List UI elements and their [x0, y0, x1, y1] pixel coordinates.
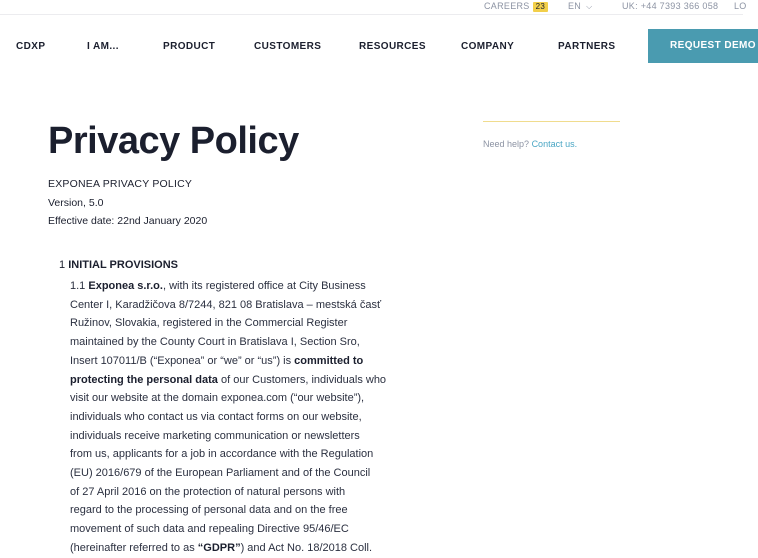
sidebar-divider: [483, 121, 620, 122]
text-fragment: , with its registered office at City Business: [162, 280, 366, 292]
text-line: [70, 277, 400, 296]
main-nav: [0, 29, 756, 65]
text-line: (EU) 2016/679 of the European Parliament and of the Council: [70, 467, 371, 480]
chevron-down-icon: ⌵: [586, 2, 593, 11]
section-number: 1: [59, 259, 66, 271]
policy-version: Version, 5.0: [48, 197, 104, 209]
bold-fragment: committed to: [294, 354, 364, 367]
policy-subtitle: EXPONEA PRIVACY POLICY: [48, 178, 193, 190]
page-title: Privacy Policy: [48, 120, 299, 162]
careers-count-badge: 23: [533, 2, 549, 12]
phone-number[interactable]: UK: +44 7393 366 058: [622, 1, 719, 11]
nav-item-product[interactable]: PRODUCT: [163, 41, 216, 52]
login-link[interactable]: LO: [734, 1, 747, 11]
bold-fragment: protecting the personal data: [70, 373, 218, 386]
text-line: maintained by the County Court in Bratislava I, Section Sro,: [70, 336, 360, 349]
company-name: Exponea s.r.o.: [88, 280, 163, 292]
text-line: visit our website at the domain exponea.com (“our website”),: [70, 392, 365, 405]
nav-item-i-am[interactable]: I AM...: [87, 41, 119, 52]
text-line: [70, 371, 400, 390]
language-label: EN: [568, 1, 582, 11]
text-fragment: ) and Act No. 18/2018 Coll.: [240, 541, 373, 554]
paragraph-number: 1.1: [70, 280, 86, 292]
text-line: movement of such data and repealing Directive 95/46/EC: [70, 523, 349, 536]
text-line: Center I, Karadžičova 8/7244, 821 08 Bratislava – mestská časť: [70, 298, 382, 311]
careers-label: CAREERS: [484, 1, 530, 11]
careers-link[interactable]: [484, 1, 546, 11]
text-fragment: of our Customers, individuals who: [217, 373, 387, 386]
utility-bar: [0, 0, 747, 15]
text-line: [70, 539, 400, 558]
text-line: individuals who contact us via contact forms on our website,: [70, 410, 362, 423]
section-heading: [59, 259, 178, 271]
request-demo-button[interactable]: REQUEST DEMO: [648, 29, 758, 63]
text-line: individuals receive marketing communication or newsletters: [70, 429, 360, 442]
nav-item-partners[interactable]: PARTNERS: [558, 41, 616, 52]
help-box: [483, 139, 577, 149]
text-line: regard to the processing of personal data and on the free: [70, 504, 348, 517]
section-paragraph: [70, 277, 400, 558]
language-selector[interactable]: [568, 1, 593, 11]
text-line: [70, 352, 400, 371]
text-fragment: Insert 107011/B (“Exponea” or “we” or “us”) is: [70, 354, 295, 367]
text-line: from us, applicants for a job in accordance with the Regulation: [70, 448, 374, 461]
contact-us-link[interactable]: Contact us.: [531, 139, 578, 149]
nav-item-resources[interactable]: RESOURCES: [359, 41, 426, 52]
text-fragment: (hereinafter referred to as: [70, 541, 198, 554]
text-line: Ružinov, Slovakia, registered in the Commercial Register: [70, 317, 348, 330]
nav-item-customers[interactable]: CUSTOMERS: [254, 41, 322, 52]
text-line: of 27 April 2016 on the protection of natural persons with: [70, 485, 346, 498]
nav-item-company[interactable]: COMPANY: [461, 41, 515, 52]
section-title: INITIAL PROVISIONS: [68, 259, 178, 271]
nav-item-cdxp[interactable]: CDXP: [16, 41, 46, 52]
bold-fragment: “GDPR”: [197, 541, 241, 554]
policy-effective-date: Effective date: 22nd January 2020: [48, 215, 208, 227]
help-text: Need help?: [483, 139, 530, 149]
